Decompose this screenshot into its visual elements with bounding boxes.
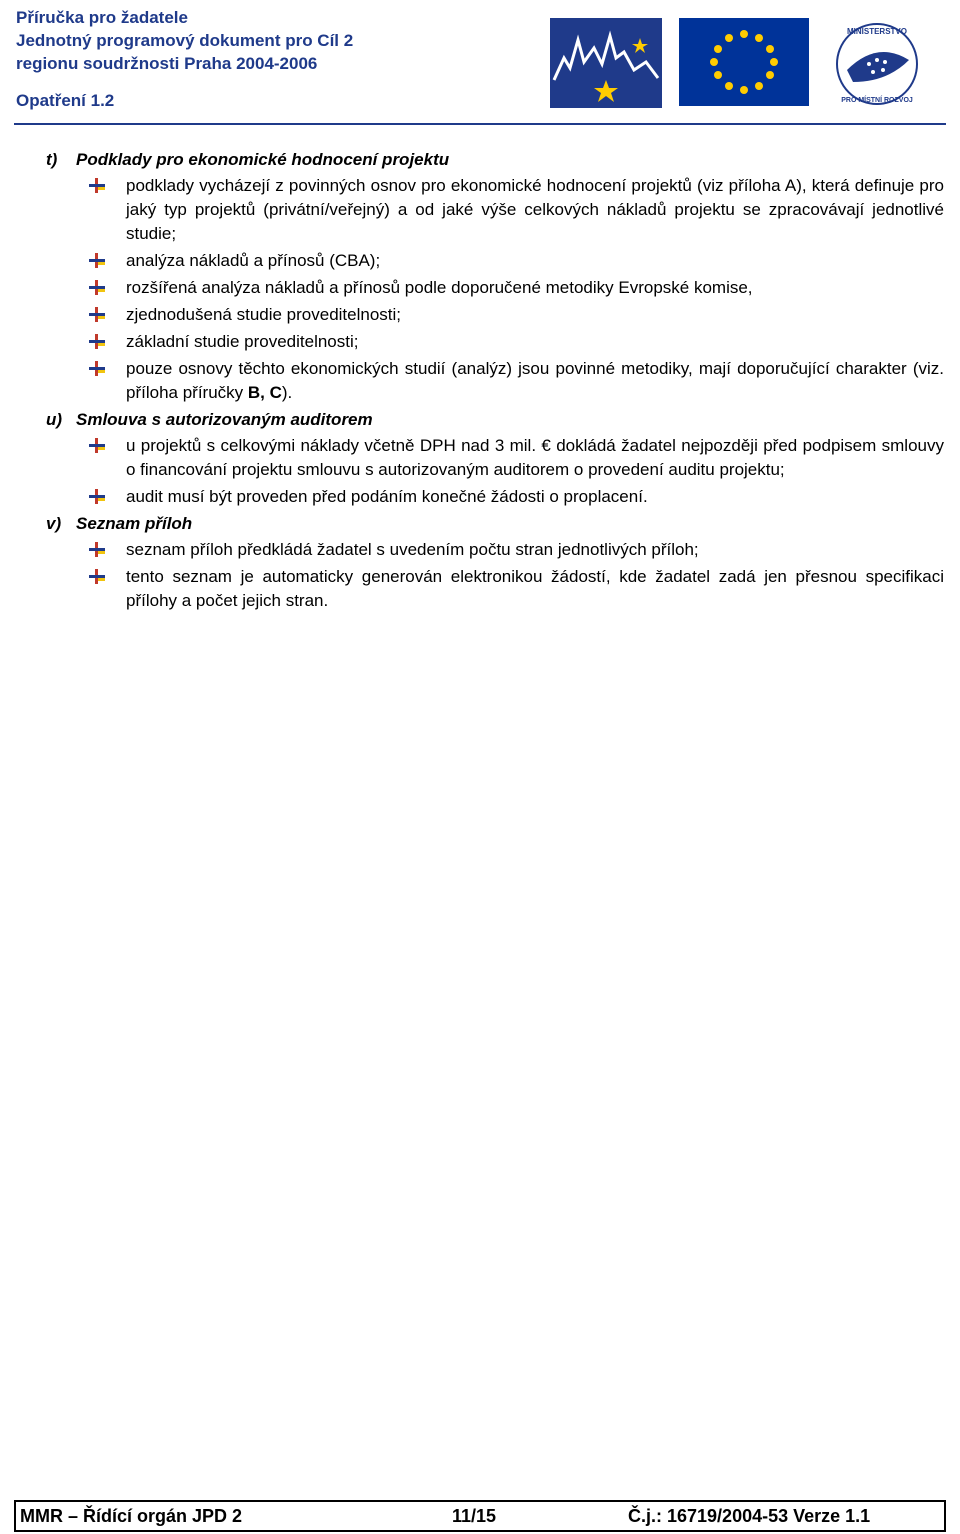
bullet-arrow-icon [89, 280, 105, 295]
bullet-arrow-icon [89, 542, 105, 557]
bullet-arrow-icon [89, 569, 105, 584]
eu-flag-icon [679, 18, 809, 106]
list-item [46, 538, 944, 562]
list-item [46, 565, 944, 613]
measure-label: Opatření 1.2 [16, 91, 115, 110]
list-item [46, 174, 944, 246]
list-item-text: podklady vycházejí z povinných osnov pro ekonomické hodnocení projektů (viz příloha A), která definuje pro jaký typ projektů (privátní/veřejný) a od jaké výše celkových nákladů projektu se zpracovávají jednotlivé studie; [126, 176, 944, 243]
page-footer [14, 1500, 946, 1532]
list-item-text-end: ). [281, 383, 293, 402]
prague-skyline-logo-icon [550, 18, 662, 108]
bullet-arrow-icon [89, 178, 105, 193]
ministry-logo-top-text: MINISTERSTVO [846, 27, 908, 36]
list-item [46, 330, 944, 354]
ministry-logo-bottom-text: PRO MÍSTNÍ ROZVOJ [841, 97, 913, 104]
bullet-arrow-icon [89, 307, 105, 322]
bullet-arrow-icon [89, 253, 105, 268]
programme-title: Jednotný programový dokument pro Cíl 2 [16, 31, 354, 50]
section-t [46, 148, 944, 405]
list-item-text: audit musí být proveden před podáním konečné žádosti o proplacení. [126, 487, 648, 506]
bullet-arrow-icon [89, 438, 105, 453]
list-item-text: zjednodušená studie proveditelnosti; [126, 305, 402, 324]
section-letter: v) [46, 514, 62, 533]
document-header [16, 6, 353, 112]
list-item-text: seznam příloh předkládá žadatel s uvedením počtu stran jednotlivých příloh; [126, 540, 699, 559]
list-item [46, 303, 944, 327]
document-body [46, 148, 944, 616]
header-divider [14, 123, 946, 125]
section-title: Seznam příloh [76, 514, 193, 533]
section-u [46, 408, 944, 509]
bullet-arrow-icon [89, 334, 105, 349]
section-heading [46, 408, 944, 432]
footer-reference: Č.j.: 16719/2004-53 Verze 1.1 [628, 1505, 871, 1526]
list-item-text: rozšířená analýza nákladů a přínosů podle doporučené metodiky Evropské komise, [126, 278, 753, 297]
region-title: regionu soudržnosti Praha 2004-2006 [16, 54, 318, 73]
list-item-text: základní studie proveditelnosti; [126, 332, 359, 351]
footer-authority: MMR – Řídící orgán JPD 2 [20, 1505, 243, 1526]
section-title: Podklady pro ekonomické hodnocení projektu [76, 150, 450, 169]
list-item-text: tento seznam je automaticky generován elektronikou žádostí, kde žadatel zadá jen přesnou specifikaci přílohy a počet jejich stran. [126, 567, 944, 610]
list-item [46, 357, 944, 405]
list-item [46, 276, 944, 300]
list-item [46, 485, 944, 509]
section-v [46, 512, 944, 613]
list-item-text: u projektů s celkovými náklady včetně DPH nad 3 mil. € dokládá žadatel nejpozději před podpisem smlouvy o financování projektu smlouvu s autorizovaným auditorem o provedení auditu projektu; [126, 436, 944, 479]
section-letter: t) [46, 150, 58, 169]
list-item-text: pouze osnovy těchto ekonomických studií (analýz) jsou povinné metodiky, mají doporučující charakter (viz. příloha příručky [126, 359, 944, 402]
section-heading [46, 512, 944, 536]
section-letter: u) [46, 410, 63, 429]
handbook-title: Příručka pro žadatele [16, 8, 188, 27]
page-number: 11/15 [452, 1505, 497, 1526]
bullet-arrow-icon [89, 489, 105, 504]
ministry-logo-icon [825, 20, 930, 108]
list-item-text: analýza nákladů a přínosů (CBA); [126, 251, 381, 270]
list-item [46, 249, 944, 273]
section-title: Smlouva s autorizovaným auditorem [76, 410, 373, 429]
section-heading [46, 148, 944, 172]
bullet-arrow-icon [89, 361, 105, 376]
list-item [46, 434, 944, 482]
appendix-reference: B, C [247, 383, 282, 402]
